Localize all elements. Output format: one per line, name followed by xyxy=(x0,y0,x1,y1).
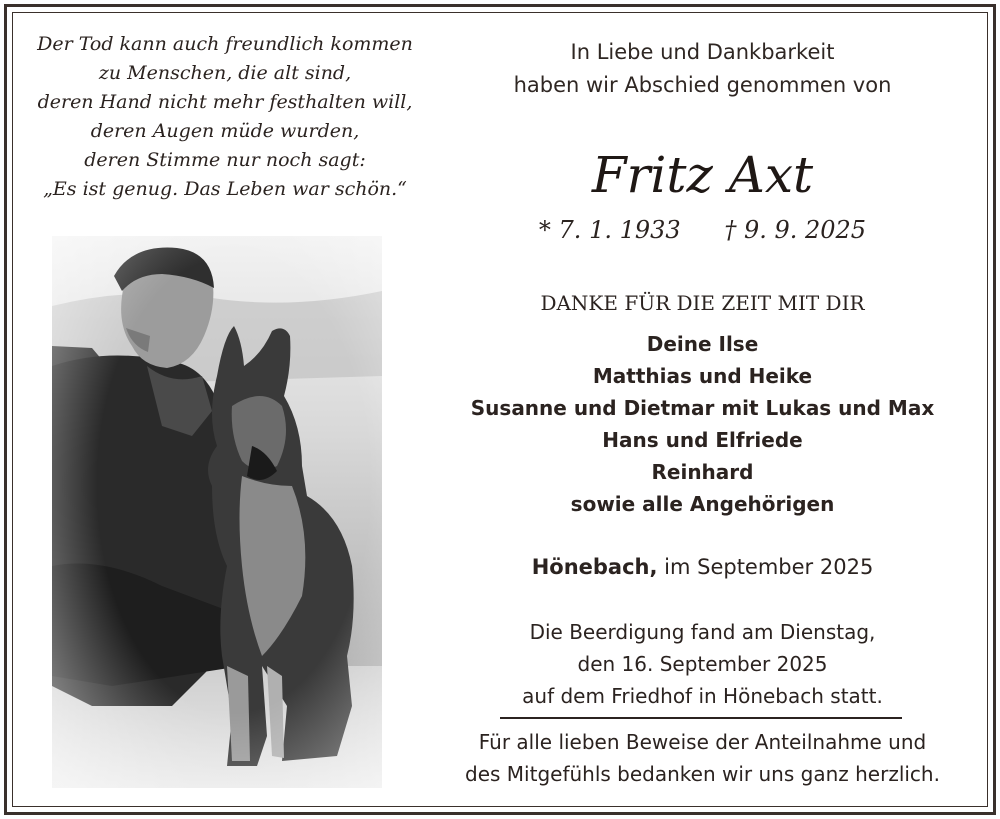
deceased-name: Fritz Axt xyxy=(591,146,814,204)
family-list xyxy=(440,328,965,520)
family-member: Matthias und Heike xyxy=(592,364,813,388)
poem-line: zu Menschen, die alt sind, xyxy=(98,62,352,84)
thanks-heading: DANKE FÜR DIE ZEIT MIT DIR xyxy=(540,291,865,315)
family-member: Reinhard xyxy=(651,460,754,484)
burial-line-3: auf dem Friedhof in Hönebach statt. xyxy=(522,684,883,708)
intro-text xyxy=(440,36,965,102)
portrait-photo xyxy=(52,236,382,788)
place-date xyxy=(440,550,965,584)
intro-line-2: haben wir Abschied genommen von xyxy=(513,73,892,97)
closing-line-1: Für alle lieben Beweise der Anteilnahme und xyxy=(478,730,927,754)
death-date: † 9. 9. 2025 xyxy=(724,216,867,244)
divider xyxy=(500,717,902,719)
poem-line: Der Tod kann auch freundlich kommen xyxy=(37,33,413,55)
closing-line-2: des Mitgefühls bedanken wir uns ganz herzlich. xyxy=(465,762,940,786)
family-member: Susanne und Dietmar mit Lukas und Max xyxy=(470,396,935,420)
family-member: sowie alle Angehörigen xyxy=(570,492,835,516)
poem-line: deren Stimme nur noch sagt: xyxy=(84,149,366,171)
birth-date: * 7. 1. 1933 xyxy=(538,216,681,244)
intro-line-1: In Liebe und Dankbarkeit xyxy=(570,40,835,64)
poem-line: deren Augen müde wurden, xyxy=(90,120,360,142)
closing-text xyxy=(440,726,965,790)
burial-line-2: den 16. September 2025 xyxy=(577,652,828,676)
family-member: Deine Ilse xyxy=(646,332,759,356)
place-town: Hönebach, xyxy=(531,555,658,579)
burial-info xyxy=(440,616,965,712)
life-dates xyxy=(440,212,965,248)
poem xyxy=(20,30,430,204)
burial-line-1: Die Beerdigung fand am Dienstag, xyxy=(529,620,876,644)
family-member: Hans und Elfriede xyxy=(602,428,803,452)
poem-line: „Es ist genug. Das Leben war schön.“ xyxy=(43,178,407,200)
poem-line: deren Hand nicht mehr festhalten will, xyxy=(37,91,413,113)
place-month: im September 2025 xyxy=(657,555,874,579)
